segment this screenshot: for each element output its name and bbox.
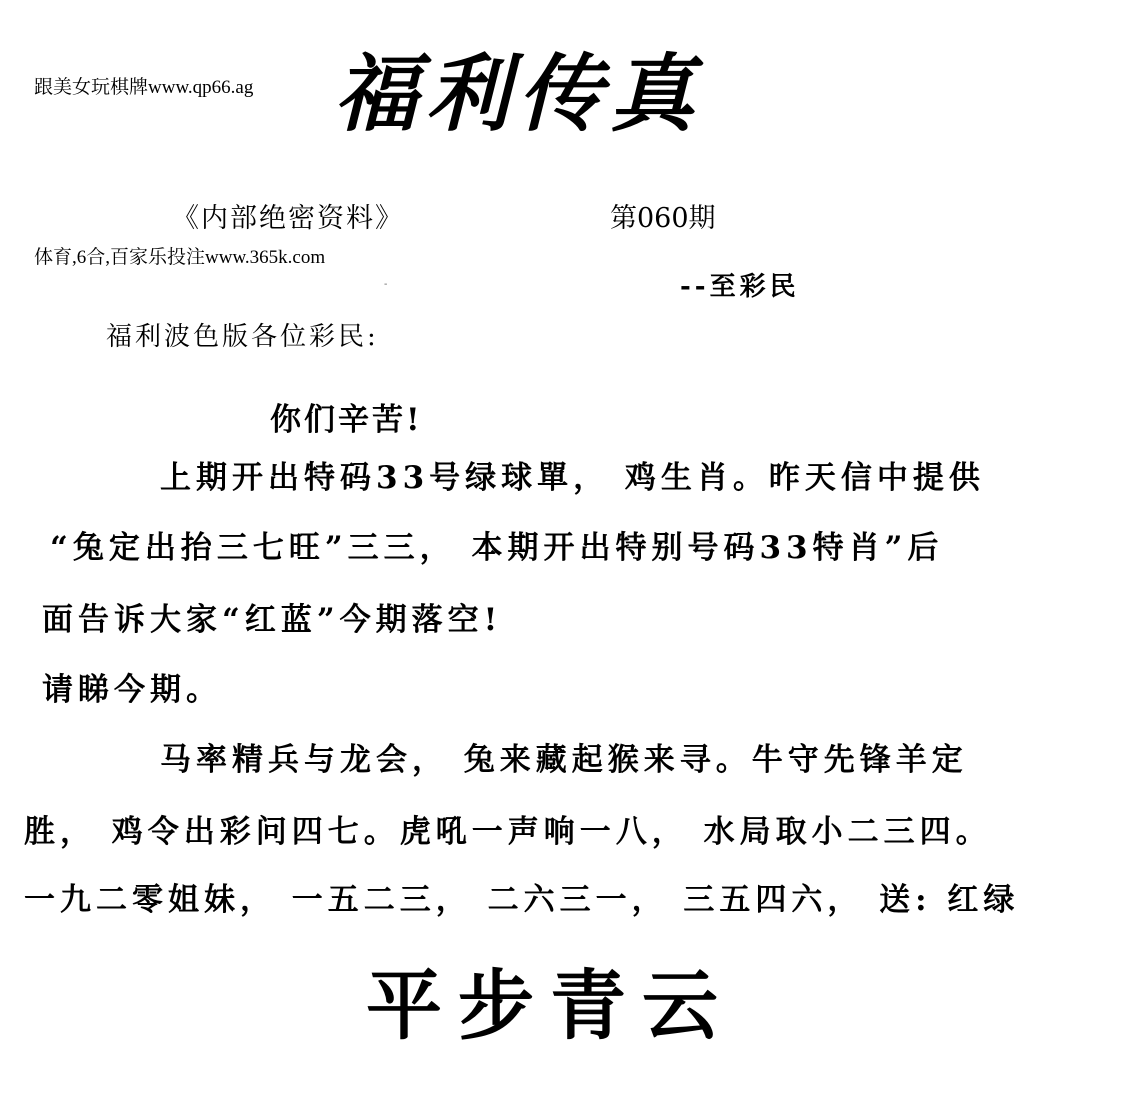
small-mark: -: [384, 279, 388, 290]
subtitle: 《内部绝密资料》: [172, 203, 404, 234]
salutation: 福利波色版各位彩民:: [106, 322, 379, 352]
letter-line-5: 马率精兵与龙会， 兔来藏起猴来寻。牛守先锋羊定: [160, 742, 968, 778]
page-title: 福利传真: [334, 44, 703, 143]
greeting: 你们辛苦!: [270, 402, 423, 438]
signature: --至彩民: [680, 272, 800, 302]
letter-line-6: 胜， 鸡令出彩问四七。虎吼一声响一八， 水局取小二三四。: [24, 814, 992, 850]
letter-line-1: 上期开出特码33号绿球單， 鸡生肖。昨天信中提供: [160, 460, 985, 496]
footer-slogan: 平步青云: [366, 961, 734, 1050]
letter-line-7: 一九二零姐妹， 一五二三， 二六三一， 三五四六， 送: 红绿: [24, 882, 1020, 918]
bottom-advertisement: 体育,6合,百家乐投注www.365k.com: [34, 247, 326, 268]
letter-line-2: “兔定出抬三七旺”三三， 本期开出特别号码33特肖”后: [50, 530, 944, 566]
top-advertisement: 跟美女玩棋牌www.qp66.ag: [34, 77, 254, 98]
letter-line-3: 面告诉大家“红蓝”今期落空!: [42, 602, 503, 638]
issue-number: 第060期: [610, 203, 716, 234]
letter-line-4: 请睇今期。: [42, 672, 222, 708]
